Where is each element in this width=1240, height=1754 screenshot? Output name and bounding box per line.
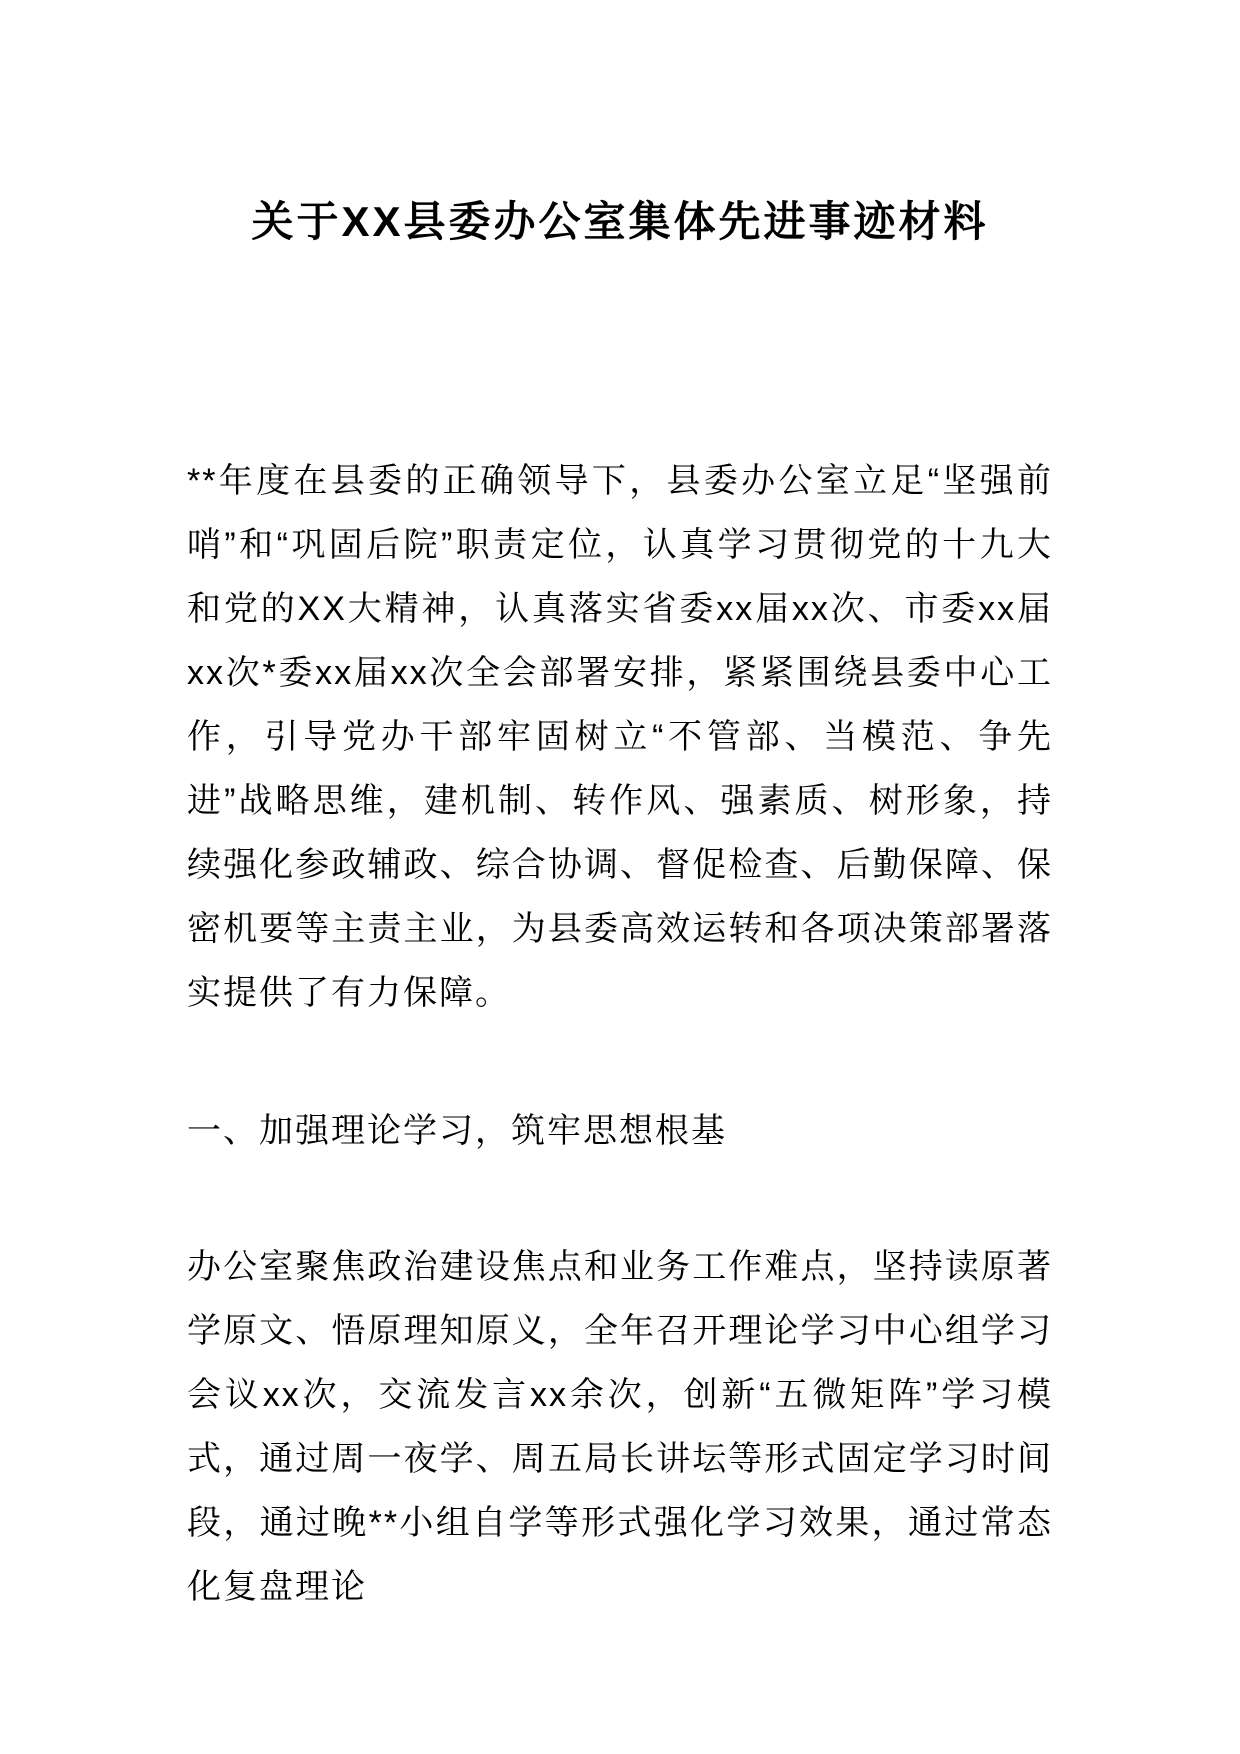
intro-paragraph: **年度在县委的正确领导下，县委办公室立足“坚强前哨”和“巩固后院”职责定位，认真学习贯彻党的十九大和党的XX大精神，认真落实省委xx届xx次、市委xx届xx次*委xx届xx次全会部署安排，紧紧围绕县委中心工作，引导党办干部牢固树立“不管部、当模范、争先进”战略思维，建机制、转作风、强素质、树形象，持续强化参政辅政、综合协调、督促检查、后勤保障、保密机要等主责主业，为县委高效运转和各项决策部署落实提供了有力保障。	[187, 462, 1053, 1012]
document-title: 关于XX县委办公室集体先进事迹材料	[251, 198, 989, 245]
section-heading-1: 一、加强理论学习，筑牢思想根基	[187, 1112, 727, 1150]
section-1-paragraph: 办公室聚焦政治建设焦点和业务工作难点，坚持读原著学原文、悟原理知原义，全年召开理论学习中心组学习会议xx次，交流发言xx余次，创新“五微矩阵”学习模式，通过周一夜学、周五局长讲坛等形式固定学习时间段，通过晚**小组自学等形式强化学习效果，通过常态化复盘理论	[187, 1248, 1053, 1606]
